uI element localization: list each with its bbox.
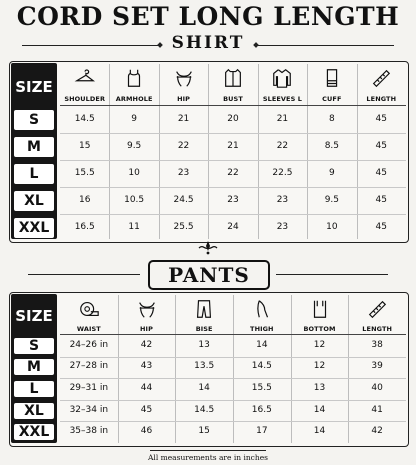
measuring-tape-icon (78, 298, 100, 320)
table-cell: 43 (140, 361, 153, 372)
table-cell: 10 (326, 221, 338, 232)
ruler-icon (370, 67, 392, 89)
table-cell: 40 (371, 383, 383, 393)
size-label: S (14, 338, 54, 354)
column-header-hip: HIP (140, 325, 153, 333)
table-cell: 27–28 in (69, 361, 109, 372)
header-separator (60, 105, 406, 106)
table-cell: 24 (227, 221, 239, 232)
table-cell: 45 (375, 221, 387, 232)
column-header-cuff: CUFF (322, 95, 342, 103)
table-cell: 16.5 (74, 221, 95, 232)
divider-right (258, 45, 394, 46)
bottom-hem-icon (309, 298, 331, 320)
table-cell: 23 (177, 167, 190, 178)
table-cell: 10.5 (124, 194, 145, 205)
table-cell: 22 (276, 140, 289, 151)
table-cell: 23 (227, 194, 239, 205)
tank-top-icon (123, 67, 145, 89)
table-cell: 14 (256, 339, 268, 350)
size-label: XXL (14, 218, 54, 238)
table-cell: 13.5 (194, 361, 215, 372)
row-divider (60, 214, 406, 215)
cuff-icon (321, 67, 343, 89)
table-cell: 23 (276, 221, 289, 232)
divider-left (28, 274, 140, 275)
header-separator (60, 334, 406, 335)
column-header-bise: BISE (195, 325, 213, 333)
size-label: M (14, 359, 54, 375)
table-cell: 46 (140, 426, 153, 437)
size-label: L (14, 164, 54, 184)
table-cell: 45 (375, 167, 387, 178)
table-cell: 22 (227, 167, 239, 178)
ornament-icon (197, 240, 219, 256)
row-divider (60, 378, 406, 379)
row-divider (60, 133, 406, 134)
table-cell: 21 (177, 113, 190, 124)
table-cell: 22.5 (272, 167, 293, 178)
table-cell: 24–26 in (69, 339, 109, 350)
table-cell: 15.5 (74, 167, 95, 178)
table-cell: 8.5 (324, 140, 340, 151)
page-title: CORD SET LONG LENGTH (16, 2, 400, 31)
footer-divider (150, 450, 266, 451)
shirt-title: SHIRT (171, 33, 245, 53)
hanger-icon (74, 67, 96, 89)
column-header-thigh: THIGH (250, 325, 274, 333)
table-cell: 14 (313, 426, 326, 437)
table-cell: 8 (328, 113, 335, 124)
footer-note: All measurements are in inches (148, 453, 268, 462)
table-cell: 20 (227, 113, 239, 124)
table-cell: 14.5 (74, 113, 95, 124)
column-divider (307, 64, 308, 239)
table-cell: 21 (227, 140, 239, 151)
size-label: M (14, 137, 54, 157)
table-cell: 45 (375, 194, 387, 205)
table-cell: 9 (328, 167, 335, 178)
table-cell: 39 (371, 361, 383, 372)
table-cell: 9.5 (324, 194, 340, 205)
table-cell: 15.5 (251, 383, 272, 393)
table-cell: 11 (128, 221, 140, 232)
table-cell: 14.5 (194, 404, 215, 415)
table-cell: 14.5 (251, 361, 272, 372)
hip-icon (136, 298, 158, 320)
shirt-table (9, 61, 409, 243)
table-cell: 23 (276, 194, 289, 205)
column-header-armhole: ARMHOLE (115, 95, 153, 103)
table-cell: 41 (371, 404, 383, 415)
table-cell: 38 (371, 339, 383, 350)
column-header-waist: WAIST (76, 325, 101, 333)
bust-icon (222, 67, 244, 89)
column-divider (357, 64, 358, 239)
column-header-length: LENGTH (366, 95, 397, 103)
table-cell: 16 (78, 194, 91, 205)
pants-icon (193, 298, 215, 320)
size-label: S (14, 110, 54, 130)
table-cell: 9 (131, 113, 137, 124)
table-cell: 32–34 in (69, 404, 109, 415)
row-divider (60, 421, 406, 422)
table-cell: 14 (313, 404, 326, 415)
row-divider (60, 187, 406, 188)
column-divider (208, 64, 209, 239)
column-header-bottom: BOTTOM (303, 325, 336, 333)
divider-right (276, 274, 388, 275)
table-cell: 13 (313, 383, 326, 393)
table-cell: 45 (375, 140, 387, 151)
column-header-length: LENGTH (362, 325, 393, 333)
table-cell: 42 (371, 426, 383, 437)
row-divider (60, 357, 406, 358)
table-cell: 12 (313, 339, 326, 350)
table-cell: 24.5 (173, 194, 194, 205)
ruler-icon (366, 298, 388, 320)
column-header-sleeves-l: SLEEVES L (262, 95, 302, 103)
column-divider (159, 64, 160, 239)
shirt-sleeve-icon (271, 67, 293, 89)
table-cell: 9.5 (126, 140, 142, 151)
table-cell: 25.5 (173, 221, 194, 232)
pants-title: PANTS (168, 263, 250, 287)
column-header-hip: HIP (177, 95, 191, 103)
table-cell: 16.5 (251, 404, 272, 415)
row-divider (60, 400, 406, 401)
size-label: XXL (14, 424, 54, 440)
shirt-size-header: SIZE (15, 78, 53, 96)
pants-title-box (148, 260, 270, 290)
column-divider (258, 64, 259, 239)
table-cell: 15 (198, 426, 210, 437)
size-label: L (14, 381, 54, 397)
thigh-icon (251, 298, 273, 320)
row-divider (60, 160, 406, 161)
size-label: XL (14, 191, 54, 211)
table-cell: 29–31 in (69, 383, 109, 393)
table-cell: 44 (140, 383, 153, 393)
size-label: XL (14, 403, 54, 419)
table-cell: 45 (140, 404, 153, 415)
table-cell: 12 (313, 361, 326, 372)
table-cell: 10 (128, 167, 140, 178)
table-cell: 17 (256, 426, 268, 437)
table-cell: 21 (276, 113, 289, 124)
pants-table (9, 292, 409, 447)
column-header-shoulder: SHOULDER (64, 95, 106, 103)
column-header-bust: BUST (223, 95, 243, 103)
table-cell: 42 (140, 339, 153, 350)
table-cell: 13 (198, 339, 210, 350)
column-divider (109, 64, 110, 239)
pants-size-header: SIZE (15, 307, 53, 325)
table-cell: 15 (78, 140, 91, 151)
hip-icon (173, 67, 195, 89)
table-cell: 45 (375, 113, 387, 124)
table-cell: 14 (198, 383, 210, 393)
table-cell: 35–38 in (69, 426, 109, 437)
table-cell: 22 (177, 140, 190, 151)
